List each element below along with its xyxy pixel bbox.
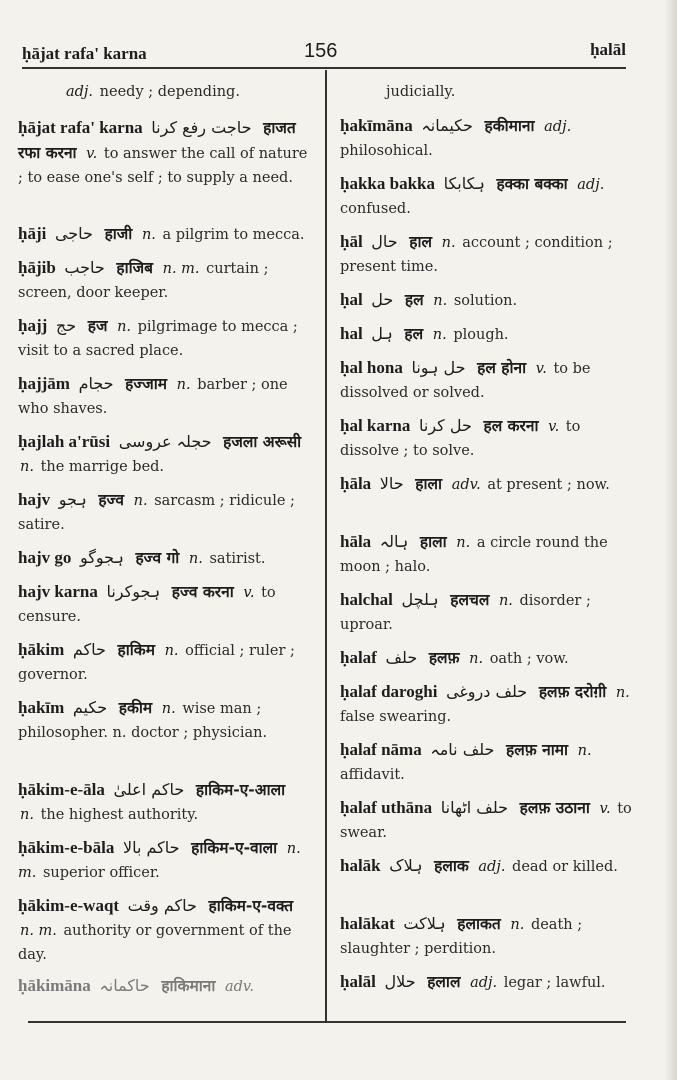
definition: to censure.: [18, 585, 276, 625]
dictionary-entry: [340, 322, 632, 347]
urdu-script: حجام: [78, 374, 114, 393]
headword: ḥākim-e-waqt: [18, 896, 120, 915]
definition: oath ; vow.: [489, 651, 569, 667]
urdu-script: حج: [55, 316, 77, 335]
dictionary-entry: [18, 836, 308, 885]
headword: ḥajj: [18, 316, 48, 335]
headword: ḥākim-e-āla: [18, 780, 105, 799]
urdu-script: حل: [371, 290, 394, 309]
definition: affidavit.: [340, 767, 405, 783]
definition: the marrige bed.: [40, 459, 165, 475]
dictionary-entry: [340, 472, 632, 497]
devanagari-script: हलचल: [450, 591, 490, 609]
urdu-script: ہلاکت: [403, 914, 446, 933]
headword: hajv go: [18, 548, 72, 567]
dictionary-entry: [340, 356, 632, 405]
devanagari-script: हज्जाम: [125, 375, 168, 393]
definition: legar ; lawful.: [503, 975, 606, 991]
part-of-speech: n.: [498, 593, 513, 609]
headword: hal: [340, 324, 363, 343]
urdu-script: حل کرنا: [419, 416, 472, 435]
part-of-speech: v.: [535, 361, 547, 377]
urdu-script: حلف: [385, 648, 418, 667]
definition: false swearing.: [340, 709, 452, 725]
devanagari-script: हलाकत: [457, 915, 501, 933]
urdu-script: حاجب: [64, 258, 105, 277]
headword: ḥalaf: [340, 648, 377, 667]
devanagari-script: हज्व करना: [171, 583, 234, 601]
headword: ḥajjām: [18, 374, 70, 393]
headword: hajv karna: [18, 582, 98, 601]
devanagari-script: हज: [87, 317, 108, 335]
headword: ḥākim-e-bāla: [18, 838, 115, 857]
headword: halāk: [340, 856, 381, 875]
headword: halchal: [340, 590, 393, 609]
dictionary-entry: [18, 222, 308, 247]
headword: ḥakīm: [18, 698, 65, 717]
headword: ḥāla: [340, 474, 372, 493]
headword: ḥalāl: [340, 972, 376, 991]
footer-rule: [28, 1021, 626, 1023]
devanagari-script: हाजिब: [116, 259, 154, 277]
part-of-speech: adv.: [225, 979, 255, 995]
definition: to be dissolved or solved.: [340, 361, 591, 401]
urdu-script: ہلاک: [389, 856, 423, 875]
dictionary-entry: [18, 580, 308, 629]
devanagari-script: हाल: [409, 233, 433, 251]
urdu-script: حجلہ عروسی: [118, 432, 212, 451]
headword: hajv: [18, 490, 51, 509]
headword: ḥāji: [18, 224, 47, 243]
headword: hāla: [340, 532, 372, 551]
devanagari-script: हलाक: [434, 857, 469, 875]
dictionary-entry: [18, 696, 308, 745]
part-of-speech: n.: [188, 551, 203, 567]
header-first-word: ḥājat rafa' karna: [22, 44, 147, 63]
devanagari-script: हाजी: [104, 225, 133, 243]
devanagari-script: हाला: [415, 475, 443, 493]
part-of-speech: v.: [548, 419, 560, 435]
dictionary-entry: [340, 796, 632, 845]
part-of-speech: n.: [20, 459, 34, 475]
column-divider: [325, 70, 327, 1022]
dictionary-entry: [340, 680, 632, 729]
devanagari-script: हलफ़: [428, 649, 460, 667]
dictionary-entry: [18, 372, 308, 421]
urdu-script: حلال: [384, 972, 416, 991]
part-of-speech: n.: [117, 319, 132, 335]
headword: ḥalaf uthāna: [340, 798, 433, 817]
definition: needy ; depending.: [95, 84, 240, 100]
dictionary-entry: [18, 314, 308, 363]
devanagari-script: हलफ़ दरोग़ी: [538, 683, 607, 701]
definition: confused.: [340, 201, 411, 217]
devanagari-script: हज्व: [98, 491, 125, 509]
headword: ḥāl: [340, 232, 363, 251]
devanagari-script: हल करना: [483, 417, 539, 435]
page-number: 156: [304, 40, 338, 62]
definition: dead or killed.: [512, 859, 618, 875]
devanagari-script: हकीम: [118, 699, 153, 717]
dictionary-entry: [18, 974, 308, 999]
page-header: [22, 36, 626, 66]
definition: to swear.: [340, 801, 632, 841]
part-of-speech: n.: [164, 643, 179, 659]
urdu-script: حاجت رفع کرنا: [151, 118, 252, 137]
devanagari-script: हलाल: [427, 973, 461, 991]
devanagari-script: हाकिम-ए-आला: [195, 781, 286, 799]
header-rule: [22, 67, 626, 69]
devanagari-script: हल: [404, 325, 424, 343]
part-of-speech: n.: [469, 651, 484, 667]
definition: disorder ; uproar.: [340, 593, 591, 633]
headword: ḥākimāna: [18, 976, 91, 995]
dictionary-entry: [340, 172, 632, 221]
definition: the highest authority.: [40, 807, 199, 823]
devanagari-script: हाजत रफा करना: [18, 119, 296, 162]
part-of-speech: n.: [176, 377, 191, 393]
urdu-script: حاکم اعلیٰ: [113, 780, 185, 799]
part-of-speech: n.: [432, 327, 447, 343]
urdu-script: حل ہونا: [411, 358, 466, 377]
part-of-speech: adj.: [470, 975, 498, 991]
devanagari-script: हाला: [419, 533, 447, 551]
urdu-script: ہجوکرنا: [106, 582, 161, 601]
urdu-script: ہالہ: [379, 532, 409, 551]
urdu-script: حالا: [379, 474, 404, 493]
urdu-script: حکیم: [72, 698, 108, 717]
urdu-script: حاکم بالا: [122, 838, 180, 857]
urdu-script: حلف دروغی: [446, 682, 528, 701]
urdu-script: حاجی: [54, 224, 93, 243]
devanagari-script: हक्का बक्का: [496, 175, 568, 193]
dictionary-entry: [18, 256, 308, 305]
definition: judicially.: [386, 84, 456, 100]
definition: authority or government of the day.: [18, 923, 292, 963]
page-edge-shadow: [665, 0, 677, 1080]
dictionary-entry: [18, 116, 308, 190]
dictionary-entry: [18, 430, 308, 479]
definition: pilgrimage to mecca ; visit to a sacred place.: [18, 319, 298, 359]
part-of-speech: v.: [243, 585, 255, 601]
urdu-script: حاکم وقت: [127, 896, 197, 915]
urdu-script: حلف اٹھانا: [440, 798, 509, 817]
part-of-speech: n. m.: [20, 923, 57, 939]
part-of-speech: v.: [86, 146, 98, 162]
dictionary-entry: [340, 646, 632, 671]
headword: ḥākim: [18, 640, 65, 659]
part-of-speech: adj.: [478, 859, 506, 875]
urdu-script: حاکم: [72, 640, 106, 659]
part-of-speech: adv.: [451, 477, 481, 493]
devanagari-script: हलफ़ उठाना: [519, 799, 590, 817]
headword: ḥājib: [18, 258, 56, 277]
devanagari-script: हाकिम: [117, 641, 155, 659]
definition: a pilgrim to mecca.: [162, 227, 305, 243]
part-of-speech: n. m.: [162, 261, 200, 277]
dictionary-entry: [18, 488, 308, 537]
part-of-speech: adj.: [66, 84, 94, 100]
urdu-script: ہکابکا: [443, 174, 485, 193]
dictionary-entry: [340, 970, 632, 995]
part-of-speech: n.: [133, 493, 148, 509]
devanagari-script: हाकिम-ए-वक्त: [208, 897, 294, 915]
part-of-speech: v.: [599, 801, 611, 817]
dictionary-entry: [18, 80, 354, 104]
definition: official ; ruler ; governor.: [18, 643, 295, 683]
part-of-speech: n.: [141, 227, 156, 243]
part-of-speech: n.: [441, 235, 456, 251]
definition: at present ; now.: [487, 477, 610, 493]
devanagari-script: हकीमाना: [484, 117, 535, 135]
devanagari-script: हज्व गो: [135, 549, 180, 567]
devanagari-script: हजला अरूसी: [223, 433, 302, 451]
headword: ḥajlah a'rūsi: [18, 432, 111, 451]
definition: solution.: [453, 293, 518, 309]
definition: philosohical.: [340, 143, 433, 159]
urdu-script: ہجو: [58, 490, 87, 509]
dictionary-entry: [18, 638, 308, 687]
dictionary-entry: [340, 738, 632, 787]
part-of-speech: adj.: [544, 119, 572, 135]
dictionary-entry: [340, 912, 632, 961]
definition: to dissolve ; to solve.: [340, 419, 581, 459]
headword: halākat: [340, 914, 395, 933]
headword: ḥalaf daroghi: [340, 682, 438, 701]
devanagari-script: हल: [404, 291, 424, 309]
dictionary-entry: [340, 80, 677, 104]
part-of-speech: adj.: [577, 177, 605, 193]
part-of-speech: n.: [161, 701, 176, 717]
part-of-speech: n.: [456, 535, 471, 551]
devanagari-script: हलफ़ नामा: [506, 741, 569, 759]
definition: sarcasm ; ridicule ; satire.: [18, 493, 295, 533]
dictionary-entry: [340, 288, 632, 313]
devanagari-script: हाकिम-ए-वाला: [191, 839, 278, 857]
dictionary-entry: [18, 778, 308, 827]
dictionary-entry: [340, 530, 632, 579]
definition: satirist.: [209, 551, 266, 567]
definition: death ; slaughter ; perdition.: [340, 917, 583, 957]
part-of-speech: n.: [577, 743, 592, 759]
header-last-word: ḥalāl: [590, 40, 626, 59]
definition: account ; condition ; present time.: [340, 235, 613, 275]
devanagari-script: हाकिमाना: [161, 977, 216, 995]
dictionary-entry: [340, 414, 632, 463]
part-of-speech: n.: [510, 917, 525, 933]
urdu-script: ہل: [371, 324, 393, 343]
headword: ḥal karna: [340, 416, 411, 435]
urdu-script: ہجوگو: [79, 548, 124, 567]
definition: to answer the call of nature ; to ease one's self ; to supply a need.: [18, 146, 308, 186]
definition: a circle round the moon ; halo.: [340, 535, 608, 575]
definition: wise man ; philosopher. n. doctor ; physician.: [18, 701, 268, 741]
headword: ḥājat rafa' karna: [18, 118, 143, 137]
dictionary-entry: [18, 894, 308, 967]
headword: ḥakka bakka: [340, 174, 435, 193]
definition: plough.: [453, 327, 509, 343]
urdu-script: حلف نامہ: [430, 740, 495, 759]
dictionary-entry: [340, 114, 632, 163]
part-of-speech: n.: [615, 685, 630, 701]
headword: ḥakīmāna: [340, 116, 413, 135]
headword: ḥalaf nāma: [340, 740, 422, 759]
dictionary-entry: [18, 546, 308, 571]
headword: ḥal hona: [340, 358, 403, 377]
definition: curtain ; screen, door keeper.: [18, 261, 269, 301]
part-of-speech: n.: [433, 293, 448, 309]
urdu-script: حاکمانہ: [99, 976, 150, 995]
dictionary-entry: [340, 230, 632, 279]
definition: superior officer.: [42, 865, 160, 881]
dictionary-entry: [340, 854, 632, 879]
urdu-script: حکیمانہ: [421, 116, 473, 135]
part-of-speech: n.: [20, 807, 34, 823]
part-of-speech: n. m.: [18, 841, 301, 881]
urdu-script: حال: [371, 232, 398, 251]
devanagari-script: हल होना: [477, 359, 527, 377]
urdu-script: ہلچل: [401, 590, 439, 609]
headword: ḥal: [340, 290, 363, 309]
dictionary-entry: [340, 588, 632, 637]
definition: barber ; one who shaves.: [18, 377, 288, 417]
